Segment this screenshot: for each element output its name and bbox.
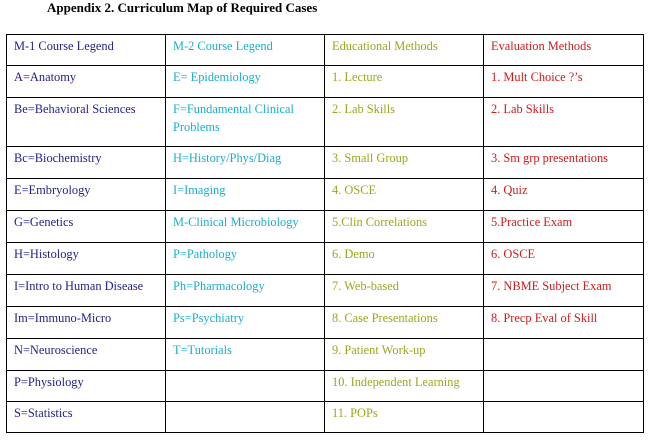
m1-course-cell: P=Physiology [7, 371, 166, 402]
evaluation-method-cell: 5.Practice Exam [484, 211, 644, 243]
header-educational-methods: Educational Methods [325, 35, 484, 66]
m2-course-cell: Ph=Pharmacology [166, 275, 325, 307]
table-row [7, 339, 644, 371]
evaluation-method-cell: 2. Lab Skills [484, 98, 644, 147]
evaluation-method-cell [484, 371, 644, 402]
evaluation-method-cell: 7. NBME Subject Exam [484, 275, 644, 307]
table-row [7, 243, 644, 275]
table-row [7, 307, 644, 339]
table-body [7, 35, 644, 433]
m2-course-cell: M-Clinical Microbiology [166, 211, 325, 243]
evaluation-method-cell: 4. Quiz [484, 179, 644, 211]
m1-course-cell: A=Anatomy [7, 66, 166, 98]
evaluation-method-cell: 3. Sm grp presentations [484, 147, 644, 179]
educational-method-cell: 5.Clin Correlations [325, 211, 484, 243]
m1-course-cell: H=Histology [7, 243, 166, 275]
header-evaluation-methods: Evaluation Methods [484, 35, 644, 66]
table-row [7, 402, 644, 433]
table-row [7, 211, 644, 243]
table-row [7, 179, 644, 211]
m2-course-cell: T=Tutorials [166, 339, 325, 371]
educational-method-cell: 4. OSCE [325, 179, 484, 211]
evaluation-method-cell: 8. Precp Eval of Skill [484, 307, 644, 339]
m1-course-cell: E=Embryology [7, 179, 166, 211]
educational-method-cell: 9. Patient Work-up [325, 339, 484, 371]
table-row [7, 98, 644, 147]
m1-course-cell: Bc=Biochemistry [7, 147, 166, 179]
evaluation-method-cell: 6. OSCE [484, 243, 644, 275]
m1-course-cell: I=Intro to Human Disease [7, 275, 166, 307]
m2-course-cell: Ps=Psychiatry [166, 307, 325, 339]
m1-course-cell: N=Neuroscience [7, 339, 166, 371]
curriculum-map-table [6, 34, 644, 433]
educational-method-cell: 3. Small Group [325, 147, 484, 179]
m1-course-cell: G=Genetics [7, 211, 166, 243]
m2-course-cell [166, 402, 325, 433]
m2-course-cell: F=Fundamental Clinical Problems [166, 98, 325, 147]
m2-course-cell: E= Epidemiology [166, 66, 325, 98]
m1-course-cell: Be=Behavioral Sciences [7, 98, 166, 147]
educational-method-cell: 11. POPs [325, 402, 484, 433]
educational-method-cell: 10. Independent Learning [325, 371, 484, 402]
table-row [7, 147, 644, 179]
m1-course-cell: S=Statistics [7, 402, 166, 433]
m2-course-cell: P=Pathology [166, 243, 325, 275]
educational-method-cell: 7. Web-based [325, 275, 484, 307]
evaluation-method-cell: 1. Mult Choice ?’s [484, 66, 644, 98]
page-title: Appendix 2. Curriculum Map of Required Cases [47, 0, 318, 15]
table-row [7, 66, 644, 98]
educational-method-cell: 2. Lab Skills [325, 98, 484, 147]
table-header-row [7, 35, 644, 66]
m2-course-cell [166, 371, 325, 402]
header-m2-legend: M-2 Course Legend [166, 35, 325, 66]
m2-course-cell: I=Imaging [166, 179, 325, 211]
evaluation-method-cell [484, 402, 644, 433]
table-row [7, 275, 644, 307]
educational-method-cell: 1. Lecture [325, 66, 484, 98]
m2-course-cell: H=History/Phys/Diag [166, 147, 325, 179]
evaluation-method-cell [484, 339, 644, 371]
table-row [7, 371, 644, 402]
educational-method-cell: 8. Case Presentations [325, 307, 484, 339]
educational-method-cell: 6. Demo [325, 243, 484, 275]
m1-course-cell: Im=Immuno-Micro [7, 307, 166, 339]
header-m1-legend: M-1 Course Legend [7, 35, 166, 66]
